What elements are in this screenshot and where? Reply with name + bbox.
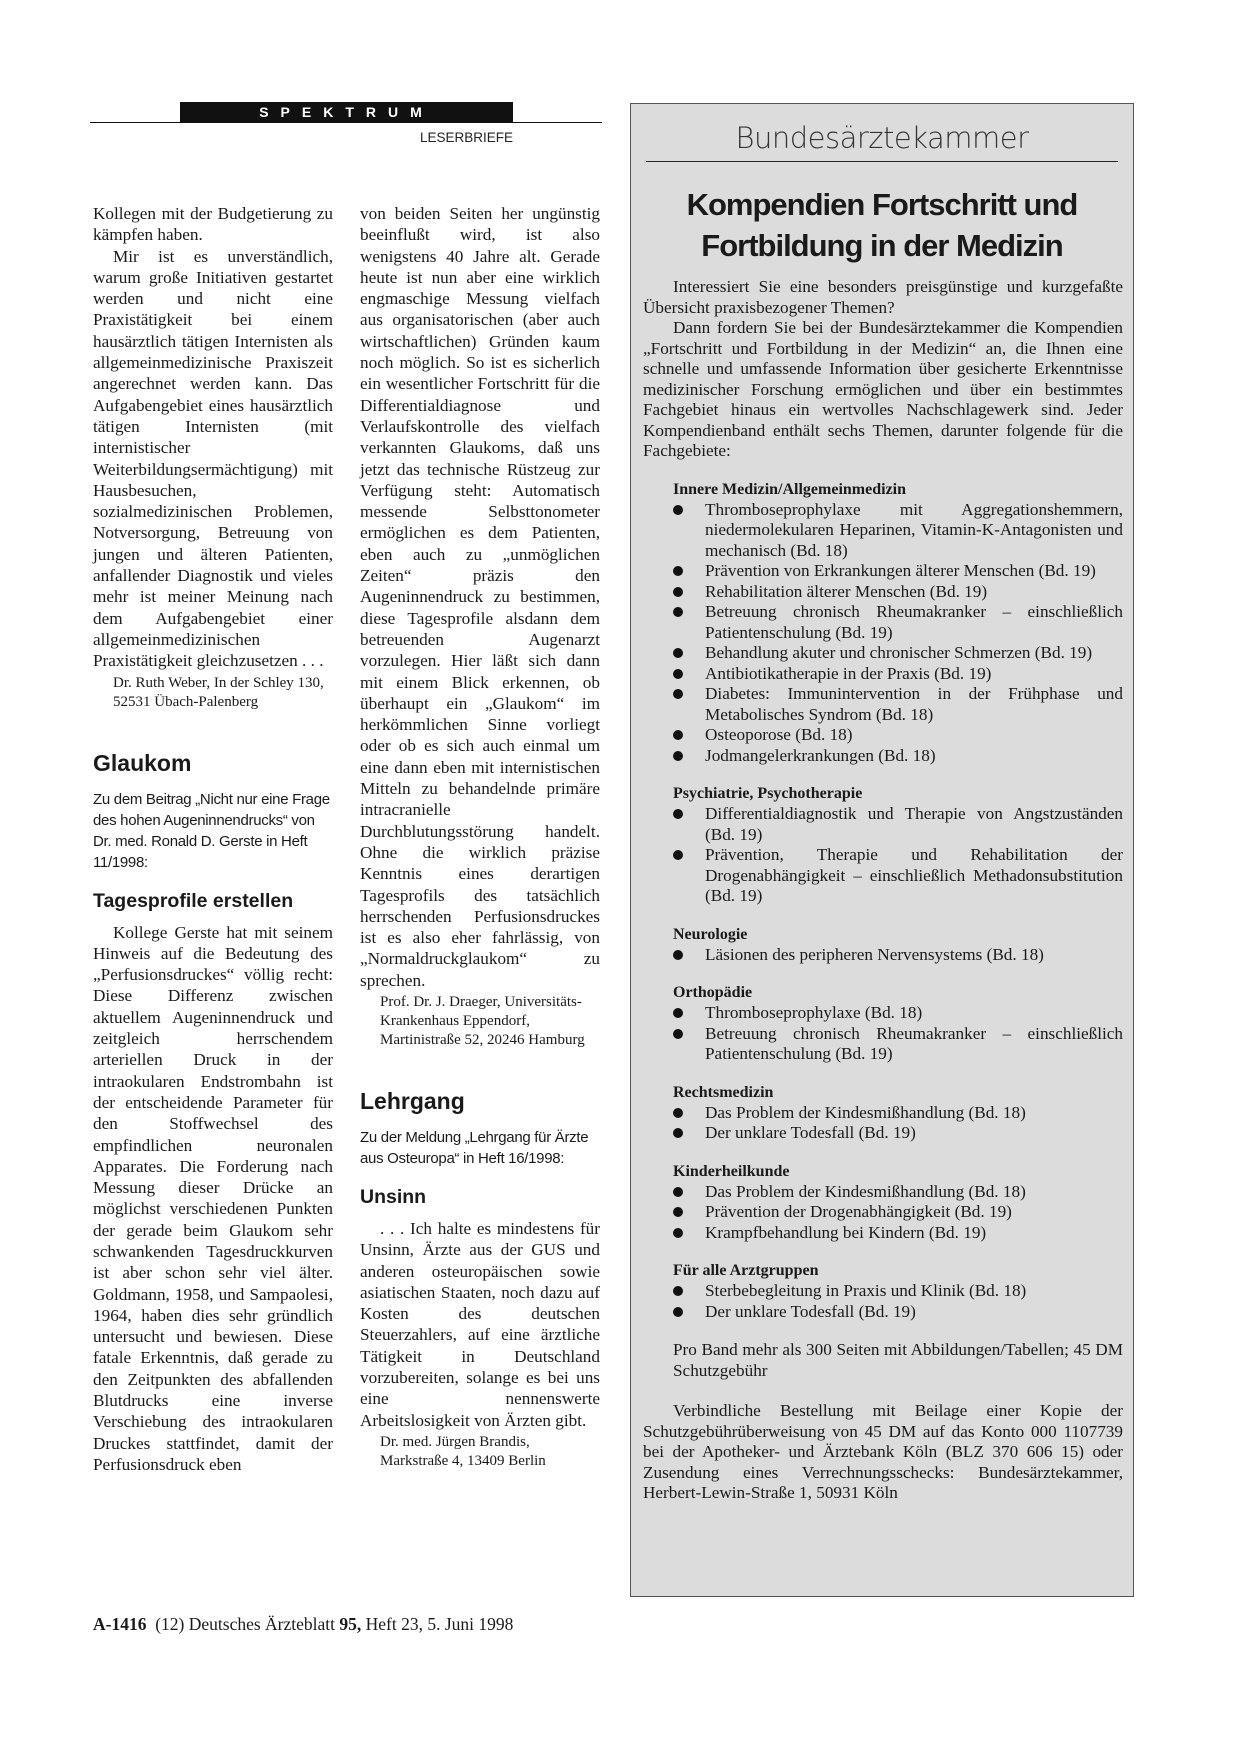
box-intro: Interessiert Sie eine besonders preisgünstige und kurzgefaßte Übersicht praxisbezogener Themen?	[643, 277, 1123, 317]
article-subtitle: Tagesprofile erstellen	[93, 889, 294, 912]
topic-item	[673, 725, 1123, 746]
box-title	[631, 184, 1133, 266]
order-note: Verbindliche Bestellung mit Beilage einer Kopie der Schutzgebührüberweisung von 45 DM auf das Konto 000 1107739 bei der Apotheker- und Ärztebank Köln (BLZ 370 606 15) oder Zusendung eines Verrechnungsschecks: Bundesärztekammer, Herbert-Lewin-Straße 1, 50931 Köln	[643, 1401, 1123, 1502]
journal-name: (12) Deutsches Ärzteblatt	[155, 1614, 336, 1634]
topic-list	[643, 1281, 1123, 1322]
topic-text: Der unklare Todesfall (Bd. 19)	[705, 1301, 916, 1321]
bullet-icon	[673, 1108, 683, 1118]
topic-list	[643, 1182, 1123, 1244]
topic-item	[673, 582, 1123, 603]
bullet-icon	[673, 1286, 683, 1296]
section-heading: Für alle Arztgruppen	[673, 1262, 819, 1279]
column-1	[93, 203, 333, 1475]
topic-list	[643, 945, 1123, 966]
topic-text: Betreuung chronisch Rheumakranker – einschließlich Patientenschulung (Bd. 19)	[705, 602, 1123, 642]
bullet-icon	[673, 587, 683, 597]
topic-text: Thromboseprophylaxe (Bd. 18)	[705, 1003, 923, 1022]
topic-text: Osteoporose (Bd. 18)	[705, 725, 853, 744]
topic-item	[673, 500, 1123, 562]
topic-text: Prävention, Therapie und Rehabilitation der Drogenabhängigkeit – einschließlich Methadonsubstitution (Bd. 19)	[705, 845, 1123, 905]
box-title-line-1: Kompendien Fortschritt und	[686, 187, 1078, 222]
bullet-icon	[673, 850, 683, 860]
box-rule	[646, 161, 1118, 162]
bullet-icon	[673, 669, 683, 679]
section-heading: Psychiatrie, Psychotherapie	[673, 785, 863, 802]
topic-text: Antibiotikatherapie in der Praxis (Bd. 19)	[705, 663, 992, 683]
paragraph: Kollege Gerste hat mit seinem Hinweis auf die Bedeutung des „Perfusionsdruckes“ völlig recht: Diese Differenz zwischen aktuellem Augeninnendruck und zeitgleich herrschendem arteriellen Druck in der intraokularen Endstrombahn ist der entscheidende Parameter für den Stoffwechsel des empfindlichen neuronalen Apparates. Die Forderung nach Messung dieser Drücke an möglichst verschiedenen Punkten der gerade beim Glaukom sehr schwankenden Tagesdruckkurven ist aber schon sehr viel älter. Goldmann, 1958, und Sampaolesi, 1964, haben dies sehr gründlich untersucht und bewiesen. Diese fatale Erkenntnis, daß gerade zu den Zeitpunkten des abfallenden Blutdrucks eine inverse Verschiebung des intraokularen Druckes stattfindet, damit der Perfusionsdruck eben	[93, 922, 333, 1474]
bullet-icon	[673, 809, 683, 819]
bullet-icon	[673, 648, 683, 658]
topic-item	[673, 602, 1123, 643]
topic-text: Läsionen des peripheren Nervensystems (Bd. 18)	[705, 944, 1044, 964]
box-body	[643, 277, 1123, 1504]
paragraph: Mir ist es unverständlich, warum große Initiativen gestartet werden und nicht eine Praxistätigkeit bei einem hausärztlich tätigen Internisten als allgemeinmedizinische Praxiszeit angerechnet werden kann. Das Aufgabengebiet eines hausärztlich tätigen Internisten (mit internistischer Weiterbildungsermächtigung) mit Hausbesuchen, sozialmedizinischen Problemen, Notversorgung, Betreuung von jungen und älteren Patienten, anfallender Diagnostik und vieles mehr ist meiner Meinung nach dem Aufgabengebiet einer allgemeinmedizinischen Praxistätigkeit gleichzusetzen . . .	[93, 246, 333, 671]
topic-text: Das Problem der Kindesmißhandlung (Bd. 18)	[705, 1102, 1026, 1122]
issue-date: Heft 23, 5. Juni 1998	[365, 1614, 514, 1634]
article-intro: Zu der Meldung „Lehrgang für Ärzte aus Osteuropa“ in Heft 16/1998:	[360, 1128, 589, 1167]
topic-list	[643, 1003, 1123, 1065]
bullet-icon	[673, 1207, 683, 1217]
article-title: Lehrgang	[360, 1087, 465, 1114]
topic-text: Thromboseprophylaxe mit Aggregationshemmern, niedermolekularen Heparinen, Vitamin-K-Antagonisten und mechanisch (Bd. 18)	[705, 499, 1123, 560]
topic-item	[673, 1123, 1123, 1144]
topic-sections	[643, 480, 1123, 1323]
bullet-icon	[673, 730, 683, 740]
topic-item	[673, 1103, 1123, 1124]
bullet-icon	[673, 1307, 683, 1317]
subsection-label: LESERBRIEFE	[419, 130, 513, 145]
volume-number: 95,	[339, 1614, 362, 1634]
price-note: Pro Band mehr als 300 Seiten mit Abbildungen/Tabellen; 45 DM Schutzgebühr	[673, 1340, 1123, 1380]
bullet-icon	[673, 1029, 683, 1039]
topic-text: Das Problem der Kindesmißhandlung (Bd. 18)	[705, 1181, 1026, 1201]
topic-text: Krampfbehandlung bei Kindern (Bd. 19)	[705, 1222, 987, 1242]
topic-item	[673, 1223, 1123, 1244]
topic-list	[643, 500, 1123, 767]
topic-text: Differentialdiagnostik und Therapie von Angstzuständen (Bd. 19)	[705, 804, 1123, 844]
bullet-icon	[673, 950, 683, 960]
bullet-icon	[673, 1228, 683, 1238]
topic-item	[673, 1003, 1123, 1024]
section-heading: Neurologie	[673, 925, 748, 943]
topic-text: Der unklare Todesfall (Bd. 19)	[705, 1123, 916, 1142]
paragraph: Kollegen mit der Budgetierung zu kämpfen haben.	[93, 204, 333, 245]
article-intro: Zu dem Beitrag „Nicht nur eine Frage des hohen Augeninnendrucks“ von Dr. med. Ronald D. Gerste in Heft 11/1998:	[93, 790, 330, 871]
topic-item	[673, 684, 1123, 725]
topic-text: Sterbebegleitung in Praxis und Klinik (Bd. 18)	[705, 1281, 1027, 1300]
bullet-icon	[673, 1008, 683, 1018]
signature: Dr. Ruth Weber, In der Schley 130, 52531 Übach-Palenberg	[113, 674, 324, 710]
topic-text: Betreuung chronisch Rheumakranker – einschließlich Patientenschulung (Bd. 19)	[705, 1023, 1123, 1063]
topic-item	[673, 945, 1123, 966]
section-heading: Kinderheilkunde	[673, 1162, 790, 1180]
page-number: A-1416	[93, 1614, 147, 1634]
section-heading: Rechtsmedizin	[673, 1083, 774, 1101]
topic-item	[673, 845, 1123, 907]
organization-name: Bundesärztekammer	[735, 121, 1029, 155]
page-footer	[93, 1614, 513, 1635]
topic-list	[643, 1103, 1123, 1144]
article-title: Glaukom	[93, 749, 192, 776]
paragraph: . . . Ich halte es mindestens für Unsinn, Ärzte aus der GUS und anderen osteuropäischen sowie asiatischen Staaten, noch dazu auf Kosten des deutschen Steuerzahlers, auf eine ärztliche Tätigkeit in Deutschland vorzubereiten, solange es bei uns eine nennenswerte Arbeitslosigkeit von Ärzten gibt.	[360, 1218, 600, 1430]
signature: Prof. Dr. J. Draeger, Universitäts-Krankenhaus Eppendorf, Martinistraße 52, 20246 Hamburg	[380, 993, 585, 1048]
topic-text: Behandlung akuter und chronischer Schmerzen (Bd. 19)	[705, 643, 1093, 662]
paragraph: von beiden Seiten her ungünstig beeinflußt wird, ist also wenigstens 40 Jahre alt. Gerade heute ist nun aber eine wirklich engmaschige Messung vielfach aus organisatorischen (aber auch wirtschaftlichen) Gründen kaum noch möglich. So ist es sicherlich ein wesentlicher Fortschritt für die Differentialdiagnose und Verlaufskontrolle des vielfach verkannten Glaukoms, daß uns jetzt das technische Rüstzeug zur Verfügung steht: Automatisch messende Selbsttonometer ermöglichen es dem Patienten, eben auch zu „unmöglichen Zeiten“ präzis den Augeninnendruck zu bestimmen, diese Tagesprofile alsdann dem betreuenden Augenarzt vorzulegen. Hier läßt sich dann mit einem Blick erkennen, ob überhaupt ein „Glaukom“ im herkömmlichen Sinne vorliegt oder ob es sich auch einmal um eine dann eben mit internistischen Mitteln zu behandelnde primäre intracranielle Durchblutungsstörung handelt. Ohne die wirklich präzise Kenntnis eines derartigen Tagesprofils des tatsächlich herrschenden Perfusionsdruckes ist es also eher fahrlässig, von „Normaldruckglaukom“ zu sprechen.	[360, 204, 600, 990]
bullet-icon	[673, 1128, 683, 1138]
topic-item	[673, 1302, 1123, 1323]
topic-list	[643, 804, 1123, 907]
bullet-icon	[673, 751, 683, 761]
topic-item	[673, 1182, 1123, 1203]
topic-text: Prävention von Erkrankungen älterer Menschen (Bd. 19)	[705, 561, 1096, 580]
topic-item	[673, 746, 1123, 767]
section-header: SPEKTRUM	[180, 102, 513, 122]
bullet-icon	[673, 505, 683, 515]
topic-text: Jodmangelerkrankungen (Bd. 18)	[705, 745, 936, 765]
topic-text: Diabetes: Immunintervention in der Frühphase und Metabolisches Syndrom (Bd. 18)	[705, 684, 1123, 724]
bullet-icon	[673, 566, 683, 576]
bullet-icon	[673, 689, 683, 699]
section-heading: Orthopädie	[673, 984, 753, 1001]
topic-item	[673, 804, 1123, 845]
article-subtitle: Unsinn	[360, 1185, 427, 1208]
topic-item	[673, 561, 1123, 582]
box-intro: Dann fordern Sie bei der Bundesärztekammer die Kompendien „Fortschritt und Fortbildung in der Medizin“ an, die Ihnen eine schnelle und umfassende Information über gesicherte Erkenntnisse medizinischer Forschung ermöglichen und über ein bestimmtes Fachgebiet hinaus ein wertvolles Nachschlagewerk sind. Jeder Kompendienband enthält sechs Themen, darunter folgende für die Fachgebiete:	[643, 318, 1123, 460]
topic-item	[673, 1024, 1123, 1065]
topic-item	[673, 664, 1123, 685]
bullet-icon	[673, 1187, 683, 1197]
topic-text: Prävention der Drogenabhängigkeit (Bd. 19)	[705, 1202, 1012, 1221]
bullet-icon	[673, 607, 683, 617]
topic-text: Rehabilitation älterer Menschen (Bd. 19)	[705, 581, 988, 601]
column-2	[360, 203, 600, 1471]
topic-item	[673, 1202, 1123, 1223]
header-rule	[90, 122, 602, 123]
bundesaerztekammer-ad-box	[630, 103, 1134, 1597]
topic-item	[673, 643, 1123, 664]
section-heading: Innere Medizin/Allgemeinmedizin	[673, 480, 907, 498]
box-title-line-2: Fortbildung in der Medizin	[701, 228, 1063, 263]
topic-item	[673, 1281, 1123, 1302]
signature: Dr. med. Jürgen Brandis, Markstraße 4, 13409 Berlin	[380, 1433, 546, 1469]
